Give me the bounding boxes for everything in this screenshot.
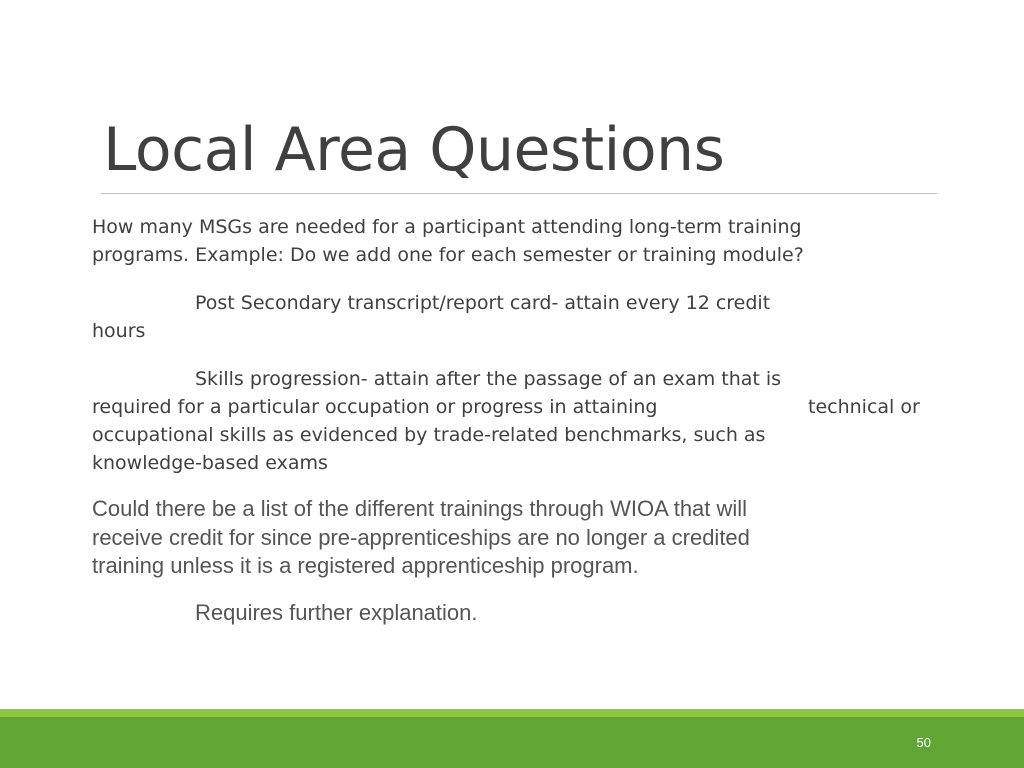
answer-2-line-2b: technical or (808, 396, 920, 418)
answer-2-line-1: Skills progression- attain after the passage of an exam that is (195, 368, 782, 390)
question-1-line-2: programs. Example: Do we add one for each semester or training module? (92, 244, 804, 266)
answer-1-line-1: Post Secondary transcript/report card- attain every 12 credit (195, 292, 771, 314)
footer-bar (0, 717, 1024, 768)
question-2-line-1: Could there be a list of the different trainings through WIOA that will (92, 496, 748, 521)
footer-accent-stripe (0, 709, 1024, 717)
answer-1-line-2: hours (92, 320, 146, 342)
question-1-line-1: How many MSGs are needed for a participant attending long-term training (92, 216, 802, 238)
title-divider (101, 193, 937, 194)
answer-2-line-3: occupational skills as evidenced by trade-related benchmarks, such as (92, 424, 766, 446)
page-number: 50 (916, 735, 931, 750)
answer-3-line-1: Requires further explanation. (195, 600, 478, 625)
question-2-line-2: receive credit for since pre-apprenticeships are no longer a credited (92, 525, 750, 550)
question-2-line-3: training unless it is a registered apprenticeship program. (92, 553, 639, 578)
slide-title: Local Area Questions (103, 115, 725, 185)
answer-2-line-2a: required for a particular occupation or progress in attaining (92, 396, 658, 418)
answer-2-line-4: knowledge-based exams (92, 452, 328, 474)
